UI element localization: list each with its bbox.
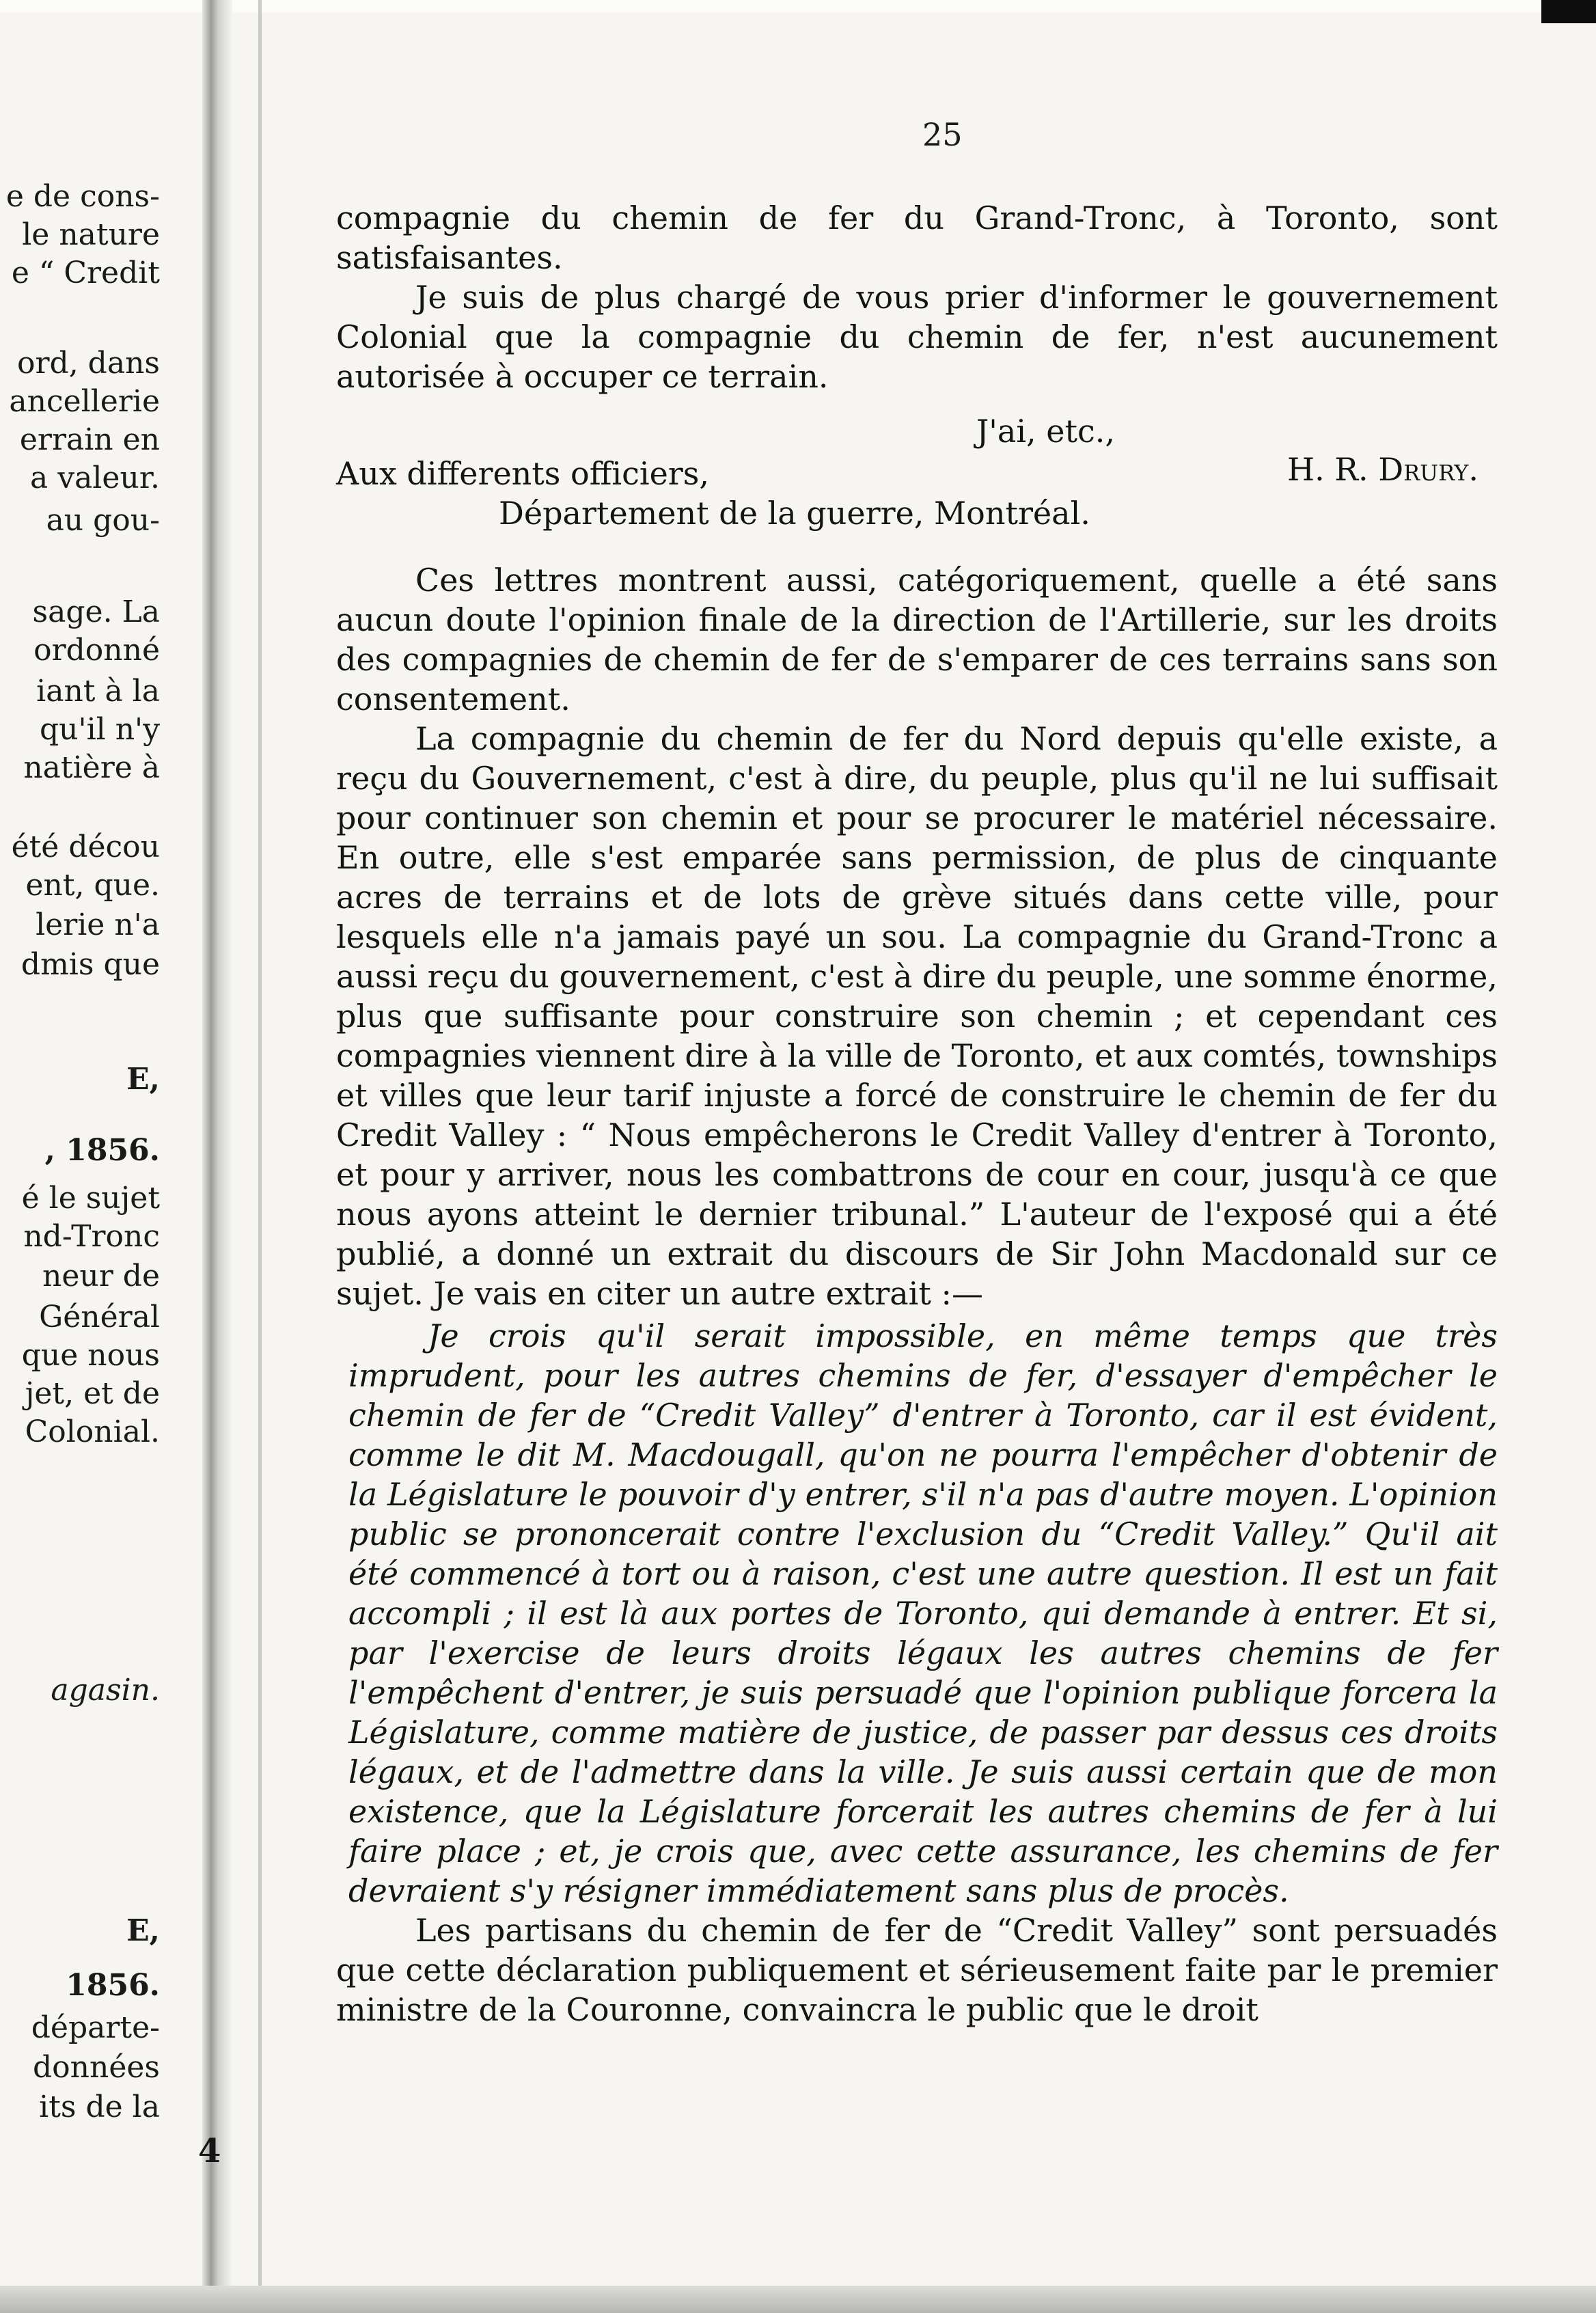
page-body [336,198,1498,2029]
facing-page-text-fragment: ent, que. [25,868,160,903]
facing-page-text-fragment: E, [126,1913,160,1948]
facing-page-text-fragment: neur de [42,1259,160,1294]
facing-page-text-fragment: errain en [19,422,160,457]
letter-closing: J'ai, etc., [976,413,1115,450]
facing-page-text-fragment: agasin. [51,1673,160,1708]
facing-page-text-fragment: iant à la [36,674,160,709]
facing-page-text-fragment: le nature [22,217,160,252]
paragraph: Ces lettres montrent aussi, catégoriquement, quelle a été sans aucun doute l'opinion finale de la direction de l'Artillerie, sur les droits des compagnies de chemin de fer de s'emparer de ces terrains sans son consentement. [336,562,1498,717]
scan-bottom-edge [0,2286,1596,2313]
facing-page-text-fragment: que nous [21,1338,160,1373]
facing-page-text-fragment: e “ Credit [11,256,160,290]
facing-page-text-fragment: nd-Tronc [23,1219,160,1254]
addressee-department: Département de la guerre, Montréal. [499,495,1090,532]
paragraph: Je suis de plus chargé de vous prier d'informer le gouvernement Colonial que la compagnie du chemin de fer, n'est aucunement autorisée à occuper ce terrain. [336,279,1498,395]
scan-top-edge [0,0,1596,12]
facing-page-text-fragment: é le sujet [21,1181,160,1216]
paragraph: Les partisans du chemin de fer de “Credit Valley” sont persuadés que cette déclaration publiquement et sérieusement faite par le premier ministre de la Couronne, convaincra le public que le droit [336,1912,1498,2028]
letter-signature: H. R. Drury. [1287,451,1478,488]
facing-page-text-fragment: ordonné [33,633,160,668]
facing-page-text-fragment: ancellerie [9,384,160,419]
gutter-shadow-line [258,0,262,2313]
addressee-line: Aux differents officiers, [336,455,710,492]
paragraph-continuation: compagnie du chemin de fer du Grand-Tronc, à Toronto, sont satisfaisantes. [336,200,1498,276]
page-number: 25 [922,116,963,153]
facing-page-text-fragment: été décou [11,830,160,864]
facing-page-text-fragment: its de la [39,2090,160,2124]
signature-mark: 4 [198,2132,221,2170]
facing-page-text-fragment: , 1856. [44,1133,160,1168]
paragraph: La compagnie du chemin de fer du Nord depuis qu'elle existe, a reçu du Gouvernement, c'est à dire, du peuple, plus qu'il ne lui suffisait pour continuer son chemin et pour se procurer le matériel nécessaire. En outre, elle s'est emparée sans permission, de plus de cinquante acres de terrains et de lots de grève situés dans cette ville, pour lesquels elle n'a jamais payé un sou. La compagnie du Grand-Tronc a aussi reçu du gouvernement, c'est à dire du peuple, une somme énorme, plus que suffisante pour construire son chemin ; et cependant ces compagnies viennent dire à la ville de Toronto, et aux comtés, townships et villes que leur tarif injuste a forcé de construire le chemin de fer du Credit Valley : “ Nous empêcherons le Credit Valley d'entrer à Toronto, et pour y arriver, nous les combattrons de cour en cour, jusqu'à ce que nous ayons atteint le dernier tribunal.” L'auteur de l'exposé qui a été publié, a donné un extrait du discours de Sir John Macdonald sur ce sujet. Je vais en citer un autre extrait :— [336,720,1498,1312]
facing-page-text-fragment: Colonial. [25,1414,160,1449]
facing-page-text-fragment: 1856. [66,1968,160,2003]
book-gutter [202,0,232,2313]
facing-page-text-fragment: départe- [31,2010,160,2045]
facing-page-text-fragment: sage. La [32,594,160,629]
facing-page-text-fragment: E, [126,1062,160,1097]
facing-page-text-fragment: au gou- [46,503,160,538]
facing-page-text-fragment: Général [39,1300,160,1335]
facing-page-text-fragment: natière à [23,750,160,785]
facing-page-text-fragment: qu'il n'y [39,712,160,747]
facing-page-text-fragment: a valeur. [30,461,160,495]
scan-corner-mark [1541,0,1596,23]
facing-page-text-fragment: ord, dans [17,346,160,381]
facing-page-text-fragment: dmis que [20,947,160,982]
facing-page-text-fragment: données [33,2050,160,2085]
facing-page-text-fragment: jet, et de [25,1376,160,1411]
facing-page-text-fragment: e de cons- [5,179,160,214]
facing-page-text-fragment: lerie n'a [36,907,160,942]
quoted-extract: Je crois qu'il serait impossible, en même temps que très imprudent, pour les autres chemins de fer, d'essayer d'empêcher le chemin de fer de “Credit Valley” d'entrer à Toronto, car il est évident, comme le dit M. Macdougall, qu'on ne pourra l'empêcher d'obtenir de la Législature le pouvoir d'y entrer, s'il n'a pas d'autre moyen. L'opinion public se prononcerait contre l'exclusion du “Credit Valley.” Qu'il ait été commencé à tort ou à raison, c'est une autre question. Il est un fait accompli ; il est là aux portes de Toronto, qui demande à entrer. Et si, par l'exercise de leurs droits légaux les autres chemins de fer l'empêchent d'entrer, je suis persuadé que l'opinion publique forcera la Législature, comme matière de justice, de passer par dessus ces droits légaux, et de l'admettre dans la ville. Je suis aussi certain que de mon existence, que la Législature forcerait les autres chemins de fer à lui faire place ; et, je crois que, avec cette assurance, les chemins de fer devraient s'y résigner immédiatement sans plus de procès. [348,1317,1498,1909]
